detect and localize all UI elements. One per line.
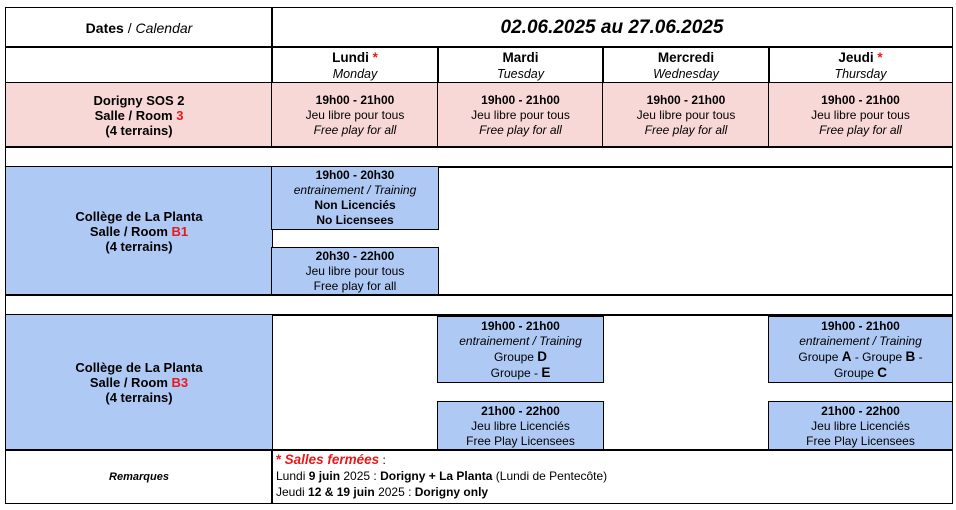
period-title: 02.06.2025 au 27.06.2025 (500, 16, 724, 38)
remarks-label-cell (5, 449, 273, 504)
venue-dorigny: Dorigny SOS 2 Salle / Room 3 (4 terrains) (5, 82, 273, 148)
venue-planta-b3: Collège de La Planta Salle / Room B3 (4 terrains) (5, 314, 273, 451)
venue-planta-b1: Collège de La Planta Salle / Room B1 (4 terrains) (5, 166, 273, 296)
b1-slot-training: 19h00 - 20h30 entrainement / Training Non Licenciés No Licensees (271, 166, 439, 230)
period-cell (271, 7, 953, 48)
remarks-label: Remarques (109, 470, 169, 483)
b3-tuesday-training: 19h00 - 21h00 entrainement / Training Groupe D Groupe - E (437, 316, 604, 383)
dates-label: Dates / Calendar (85, 19, 193, 36)
dates-label-cell (5, 7, 273, 48)
dorigny-slot-monday: 19h00 - 21h00 Jeu libre pour tous Free play for all (271, 82, 439, 148)
dorigny-slot-tuesday: 19h00 - 21h00 Jeu libre pour tous Free play for all (437, 82, 604, 148)
day-header-monday: Lundi * Monday (271, 46, 439, 84)
spacer-row-2 (5, 294, 953, 316)
b3-thursday-free-play: 21h00 - 22h00 Jeu libre Licenciés Free Play Licensees (768, 401, 953, 451)
remarks-closed-title: * Salles fermées : (276, 452, 386, 467)
spacer-row-1 (5, 146, 953, 168)
remarks-content-cell (271, 449, 953, 504)
remarks-line-2: Jeudi 12 & 19 juin 2025 : Dorigny only (276, 485, 489, 499)
days-empty-cell (5, 46, 273, 84)
dorigny-slot-thursday: 19h00 - 21h00 Jeu libre pour tous Free play for all (768, 82, 953, 148)
dorigny-slot-wednesday: 19h00 - 21h00 Jeu libre pour tous Free play for all (602, 82, 770, 148)
day-header-thursday: Jeudi * Thursday (768, 46, 953, 84)
b3-tuesday-free-play: 21h00 - 22h00 Jeu libre Licenciés Free Play Licensees (437, 401, 604, 451)
remarks-line-1: Lundi 9 juin 2025 : Dorigny + La Planta (Lundi de Pentecôte) (276, 469, 608, 483)
b1-slot-free-play: 20h30 - 22h00 Jeu libre pour tous Free play for all (271, 247, 439, 296)
day-header-tuesday: Mardi Tuesday (437, 46, 604, 84)
b3-thursday-training: 19h00 - 21h00 entrainement / Training Groupe A - Groupe B - Groupe C (768, 316, 953, 383)
day-header-wednesday: Mercredi Wednesday (602, 46, 770, 84)
